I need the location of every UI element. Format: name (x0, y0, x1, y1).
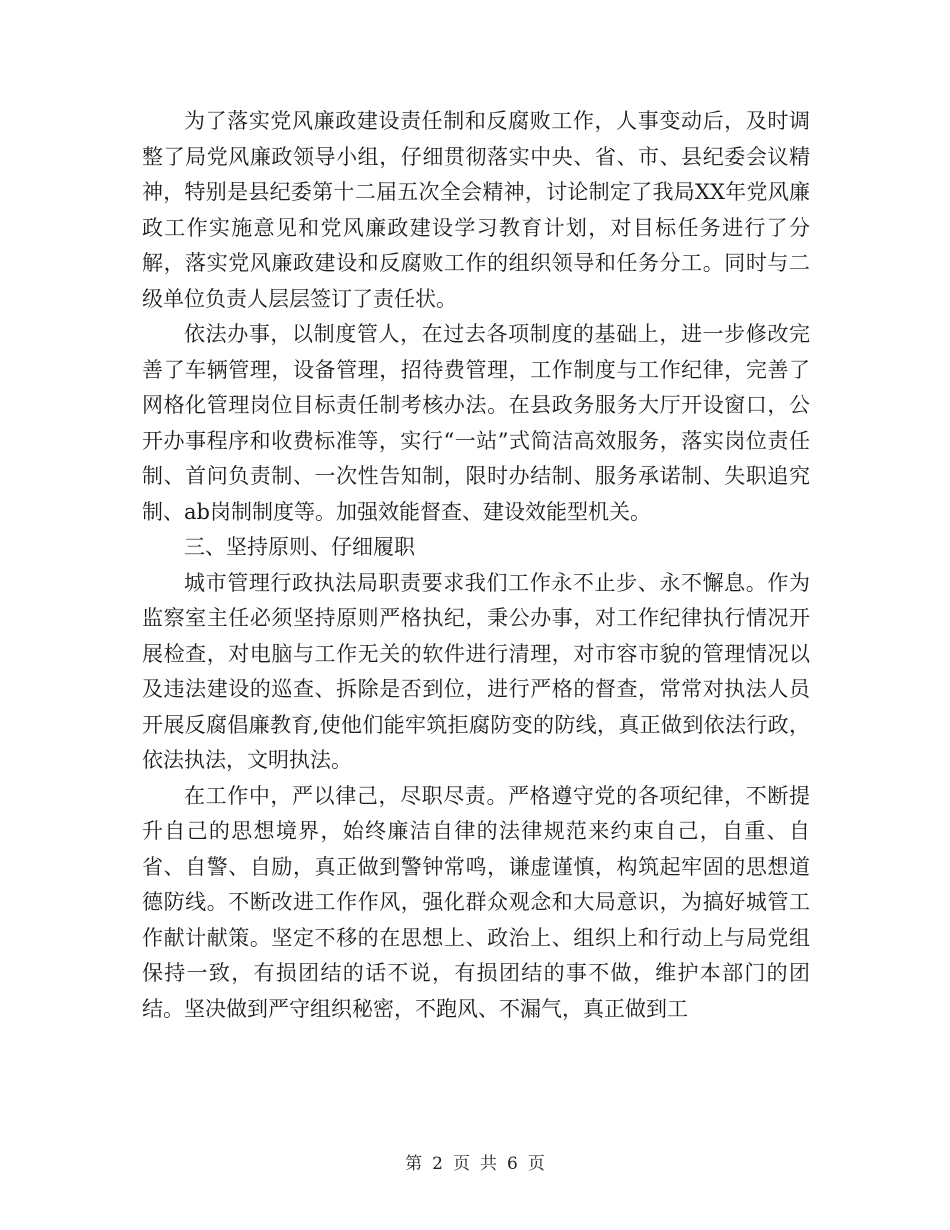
footer-total-word: 共 (480, 1154, 497, 1174)
total-page-count: 6 (507, 1154, 518, 1174)
footer-prefix: 第 (405, 1154, 423, 1174)
page-footer (0, 1153, 950, 1175)
paragraph-3: 城市管理行政执法局职责要求我们工作永不止步、永不懈息。作为监察室主任必须坚持原则严格执纪，秉公办事，对工作纪律执行情况开展检查，对电脑与工作无关的软件进行清理，对市容市貌的管理情况以及违法建设的巡查、拆除是否到位，进行严格的督查，常常对执法人员开展反腐倡廉教育,使他们能牢筑拒腐防变的防线，真正做到依法行政，依法执法，文明执法。 (142, 570, 810, 772)
paragraph-2: 依法办事，以制度管人，在过去各项制度的基础上，进一步修改完善了车辆管理，设备管理，招待费管理，工作制度与工作纪律，完善了网格化管理岗位目标责任制考核办法。在县政务服务大厅开设窗口，公开办事程序和收费标准等，实行“一站”式简洁高效服务，落实岗位责任制、首问负责制、一次性告知制，限时办结制、服务承诺制、失职追究制、ab岗制制度等。加强效能督查、建设效能型机关。 (142, 322, 810, 524)
paragraph-4: 在工作中，严以律己，尽职尽责。严格遵守党的各项纪律，不断提升自己的思想境界，始终廉洁自律的法律规范来约束自己，自重、自省、自警、自励，真正做到警钟常鸣，谦虚谨慎，构筑起牢固的思想道德防线。不断改进工作作风，强化群众观念和大局意识，为搞好城管工作献计献策。坚定不移的在思想上、政治上、组织上和行动上与局党组保持一致，有损团结的话不说，有损团结的事不做，维护本部门的团结。坚决做到严守组织秘密，不跑风、不漏气，真正做到工 (142, 783, 810, 1021)
footer-page-word: 页 (453, 1154, 470, 1174)
paragraph-1: 为了落实党风廉政建设责任制和反腐败工作，人事变动后，及时调整了局党风廉政领导小组，仔细贯彻落实中央、省、市、县纪委会议精神，特别是县纪委第十二届五次全会精神，讨论制定了我局XX年党风廉政工作实施意见和党风廉政建设学习教育计划，对目标任务进行了分解，落实党风廉政建设和反腐败工作的组织领导和任务分工。同时与二级单位负责人层层签订了责任状。 (142, 109, 810, 311)
footer-suffix: 页 (527, 1154, 545, 1174)
section-heading: 三、坚持原则、仔细履职 (184, 535, 415, 559)
current-page-number: 2 (432, 1154, 443, 1174)
document-body (142, 104, 810, 1027)
